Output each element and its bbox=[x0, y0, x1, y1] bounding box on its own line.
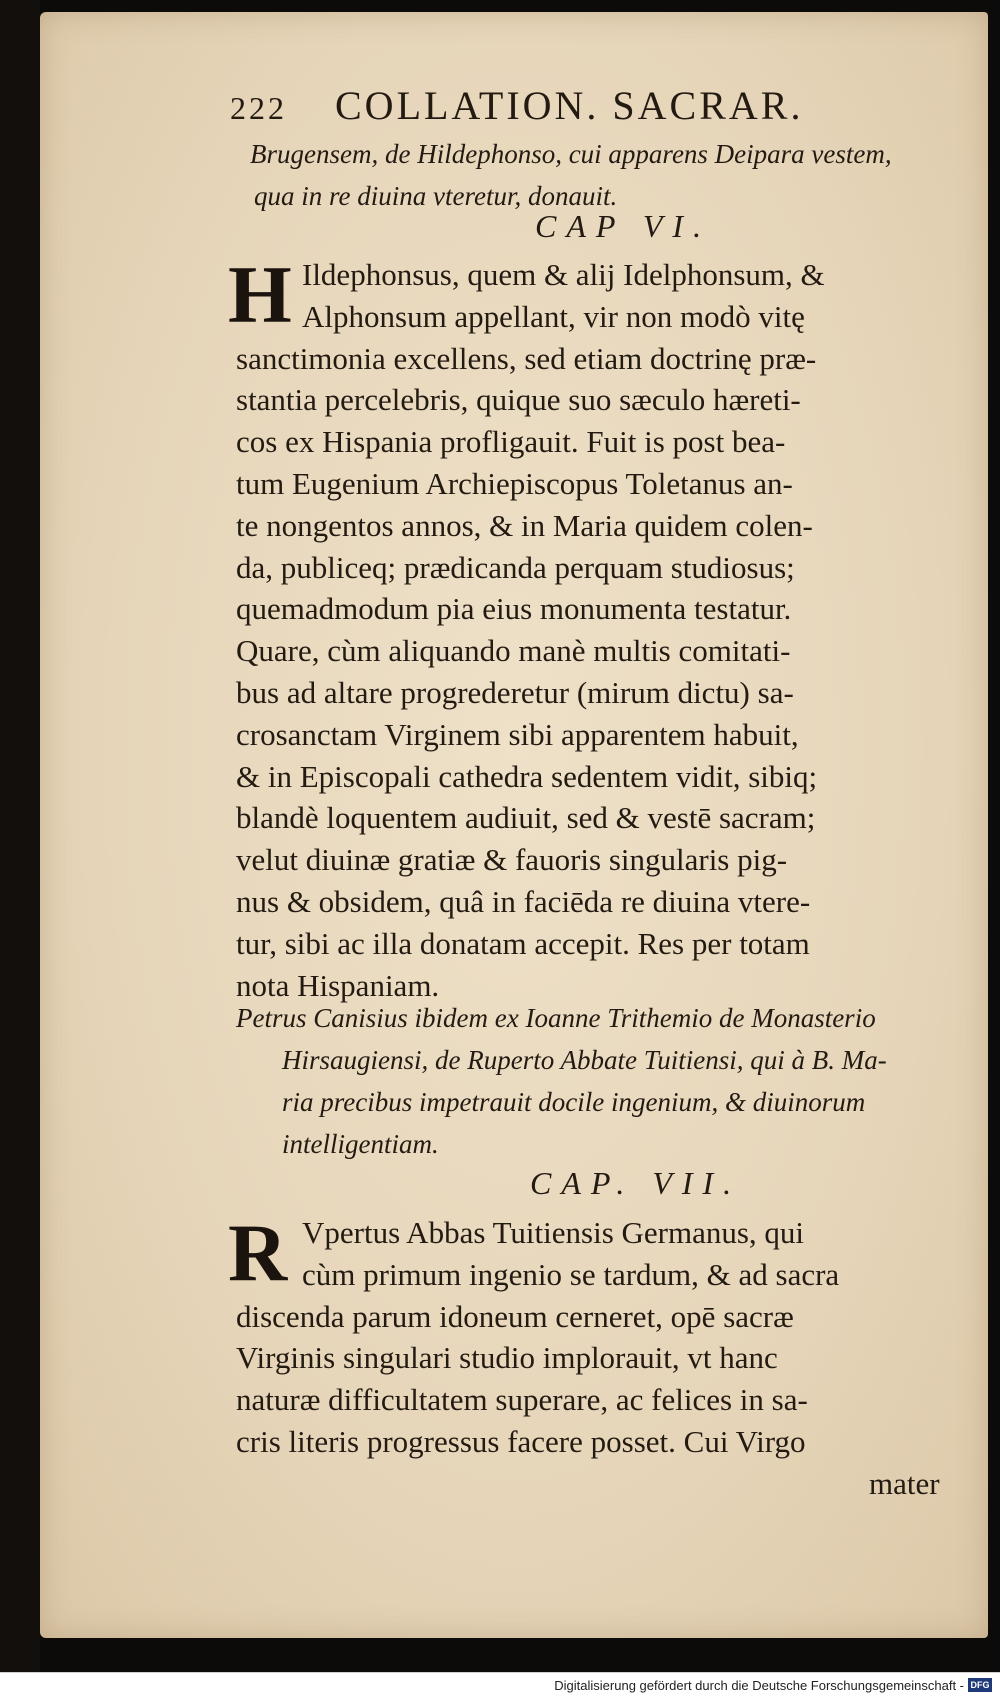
summary-line: Hirsaugiensi, de Ruperto Abbate Tuitiensi, qui à B. Ma- bbox=[282, 1045, 887, 1075]
chapter-summary-vii bbox=[236, 997, 887, 1165]
text-line: bus ad altare progrederetur (mirum dictu) sa- bbox=[236, 674, 794, 710]
summary-line: qua in re diuina vteretur, donauit. bbox=[254, 180, 618, 211]
summary-line: Petrus Canisius ibidem ex Ioanne Trithemio de Monasterio bbox=[236, 1003, 876, 1033]
text-line: sanctimonia excellens, sed etiam doctrinę præ- bbox=[236, 340, 817, 376]
running-title: COLLATION. SACRAR. bbox=[335, 83, 804, 128]
text-line: crosanctam Virginem sibi apparentem habuit, bbox=[236, 716, 799, 752]
text-line: nota Hispaniam. bbox=[236, 967, 440, 1003]
dfg-logo-icon: DFG bbox=[968, 1678, 992, 1692]
drop-initial-h: H bbox=[228, 249, 292, 340]
text-line: Alphonsum appellant, vir non modò vitę bbox=[302, 298, 805, 334]
text-line: discenda parum idoneum cerneret, opē sacræ bbox=[236, 1298, 794, 1334]
summary-line: Brugensem, de Hildephonso, cui apparens Deipara vestem, bbox=[250, 139, 892, 169]
text-line: blandè loquentem audiuit, sed & vestē sacram; bbox=[236, 800, 816, 836]
text-line: & in Episcopali cathedra sedentem vidit, sibiq; bbox=[236, 758, 818, 794]
text-line: velut diuinæ gratiæ & fauoris singularis pig- bbox=[236, 842, 788, 878]
text-line: te nongentos annos, & in Maria quidem colen- bbox=[236, 507, 813, 543]
text-line: cùm primum ingenio se tardum, & ad sacra bbox=[302, 1256, 840, 1292]
text-line: quemadmodum pia eius monumenta testatur. bbox=[236, 591, 792, 627]
summary-line: intelligentiam. bbox=[282, 1129, 439, 1159]
footer-bar bbox=[0, 1672, 1000, 1699]
drop-initial-r: R bbox=[228, 1207, 288, 1298]
catchword: mater bbox=[869, 1465, 940, 1501]
page-number: 222 bbox=[230, 90, 287, 126]
text-line: Virginis singulari studio implorauit, vt hanc bbox=[236, 1340, 778, 1376]
text-line: nus & obsidem, quâ in faciēda re diuina vtere- bbox=[236, 883, 811, 919]
running-header bbox=[230, 82, 803, 129]
text-line: cris literis progressus facere posset. Cui Virgo bbox=[236, 1423, 806, 1459]
scan-border bbox=[0, 0, 40, 1698]
footer-credit: Digitalisierung gefördert durch die Deutsche Forschungsgemeinschaft - bbox=[554, 1678, 964, 1693]
chapter-vi-body bbox=[236, 254, 825, 1006]
text-line: naturæ difficultatem superare, ac felices in sa- bbox=[236, 1382, 808, 1418]
text-line: stantia percelebris, quique suo sæculo hæreti- bbox=[236, 382, 801, 418]
chapter-summary-vi bbox=[250, 134, 892, 218]
text-line: tum Eugenium Archiepiscopus Toletanus an- bbox=[236, 465, 793, 501]
text-line: Ildephonsus, quem & alij Idelphonsum, & bbox=[302, 257, 825, 292]
chapter-heading-vi: CAP VI. bbox=[535, 208, 712, 244]
chapter-heading-vii: CAP. VII. bbox=[530, 1165, 742, 1201]
text-line: tur, sibi ac illa donatam accepit. Res per totam bbox=[236, 925, 810, 961]
text-line: Vpertus Abbas Tuitiensis Germanus, qui bbox=[302, 1215, 805, 1250]
text-line: da, publiceq; prædicanda perquam studiosus; bbox=[236, 549, 795, 585]
text-line: cos ex Hispania profligauit. Fuit is post bea- bbox=[236, 424, 786, 460]
text-line: Quare, cùm aliquando manè multis comitati- bbox=[236, 633, 791, 669]
summary-line: ria precibus impetrauit docile ingenium, & diuinorum bbox=[282, 1087, 866, 1117]
chapter-vii-body bbox=[236, 1212, 940, 1505]
